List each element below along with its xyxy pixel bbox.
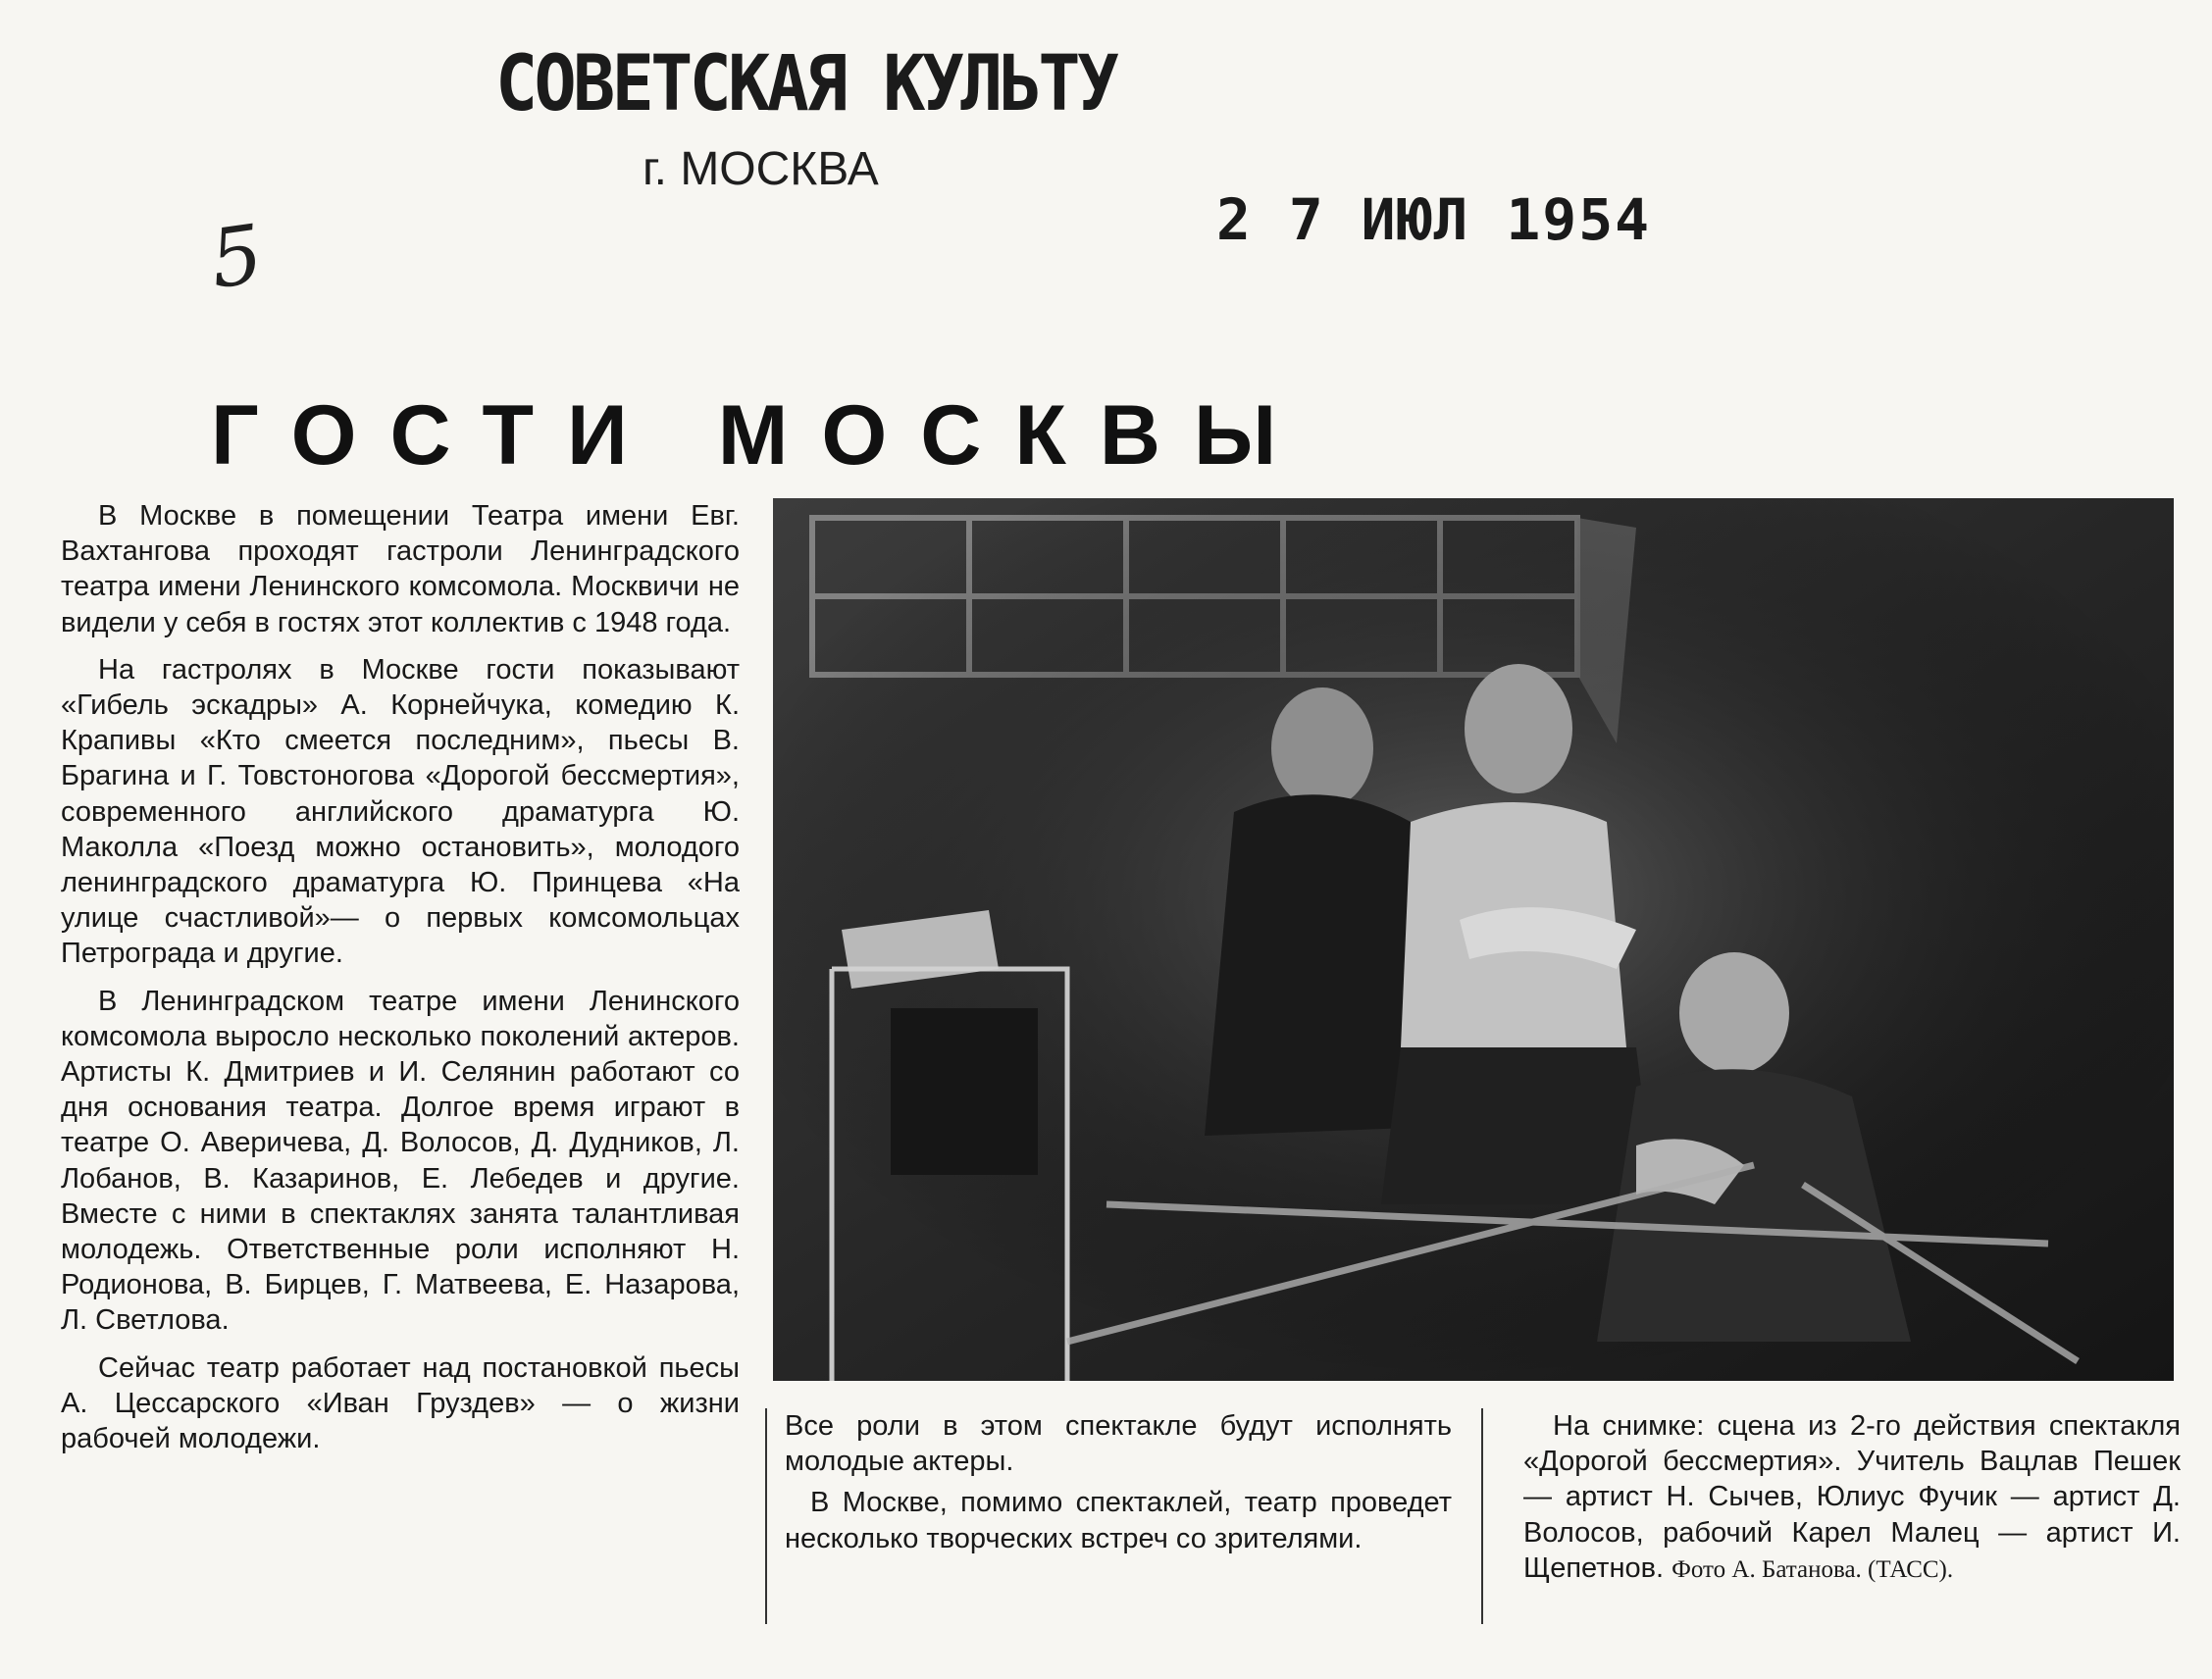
paragraph: В Москве, помимо спектаклей, театр проведет несколько творческих встреч со зрителями. <box>785 1487 1452 1554</box>
article-left-column <box>61 498 740 1468</box>
stage-photo-image <box>773 498 2174 1381</box>
caption-text: На снимке: сцена из 2-го действия спектакля «Дорогой бессмертия». Учитель Вацлав Пешек — артист Н. Сычев, Юлиус Фучик — артист Д. Волосов, рабочий Карел Малец — артист И. Щепетнов. <box>1523 1410 2181 1584</box>
photo-caption <box>1523 1408 2181 1588</box>
paragraph: В Москве в помещении Театра имени Евг. Вахтангова проходят гастроли Ленинградского театра имени Ленинского комсомола. Москвичи не видели у себя в гостях этот коллектив с 1948 года. <box>61 500 740 638</box>
column-rule <box>765 1408 767 1624</box>
caption-paragraph <box>1523 1408 2181 1588</box>
paragraph: Сейчас театр работает над постановкой пьесы А. Цессарского «Иван Груздев» — о жизни рабочей молодежи. <box>61 1351 740 1455</box>
city-stamp: г. МОСКВА <box>643 143 879 195</box>
paragraph: В Ленинградском театре имени Ленинского комсомола выросло несколько поколений актеров. Артисты К. Дмитриев и И. Селянин работают со дня основания театра. Долгое время играют в театре О. Аверичева, Д. Волосов, Д. Дудников, Л. Лобанов, В. Казаринов, Е. Лебедев и другие. Вместе с ними в спектаклях занята талантливая молодежь. Ответственные роли исполняют Н. Родионова, В. Бирцев, Г. Матвеева, Е. Назарова, Л. Светлова. <box>61 985 740 1337</box>
date-stamp: 2 7 ИЮЛ 1954 <box>1216 186 1652 253</box>
newspaper-name-stamp: СОВЕТСКАЯ КУЛЬТУ <box>495 40 1116 128</box>
paragraph: Все роли в этом спектакле будут исполнять молодые актеры. <box>785 1410 1452 1478</box>
column-rule <box>1481 1408 1483 1624</box>
photo-credit: Фото А. Батанова. (ТАСС). <box>1672 1555 1954 1583</box>
stage-photo <box>773 498 2174 1381</box>
article-middle-column <box>785 1408 1452 1562</box>
article-headline: ГОСТИ МОСКВЫ <box>211 388 1311 483</box>
paragraph: На гастролях в Москве гости показывают «Гибель эскадры» А. Корнейчука, комедию К. Крапивы «Кто смеется последним», пьесы В. Брагина и Г. Товстоногова «Дорогой бессмертия», современного английского драматурга Ю. Маколла «Поезд можно остановить», молодого ленинградского драматурга Ю. Принцева «На улице счастливой»— о первых комсомольцах Петрограда и другие. <box>61 653 740 970</box>
handwritten-archive-mark: 5 <box>204 207 269 308</box>
